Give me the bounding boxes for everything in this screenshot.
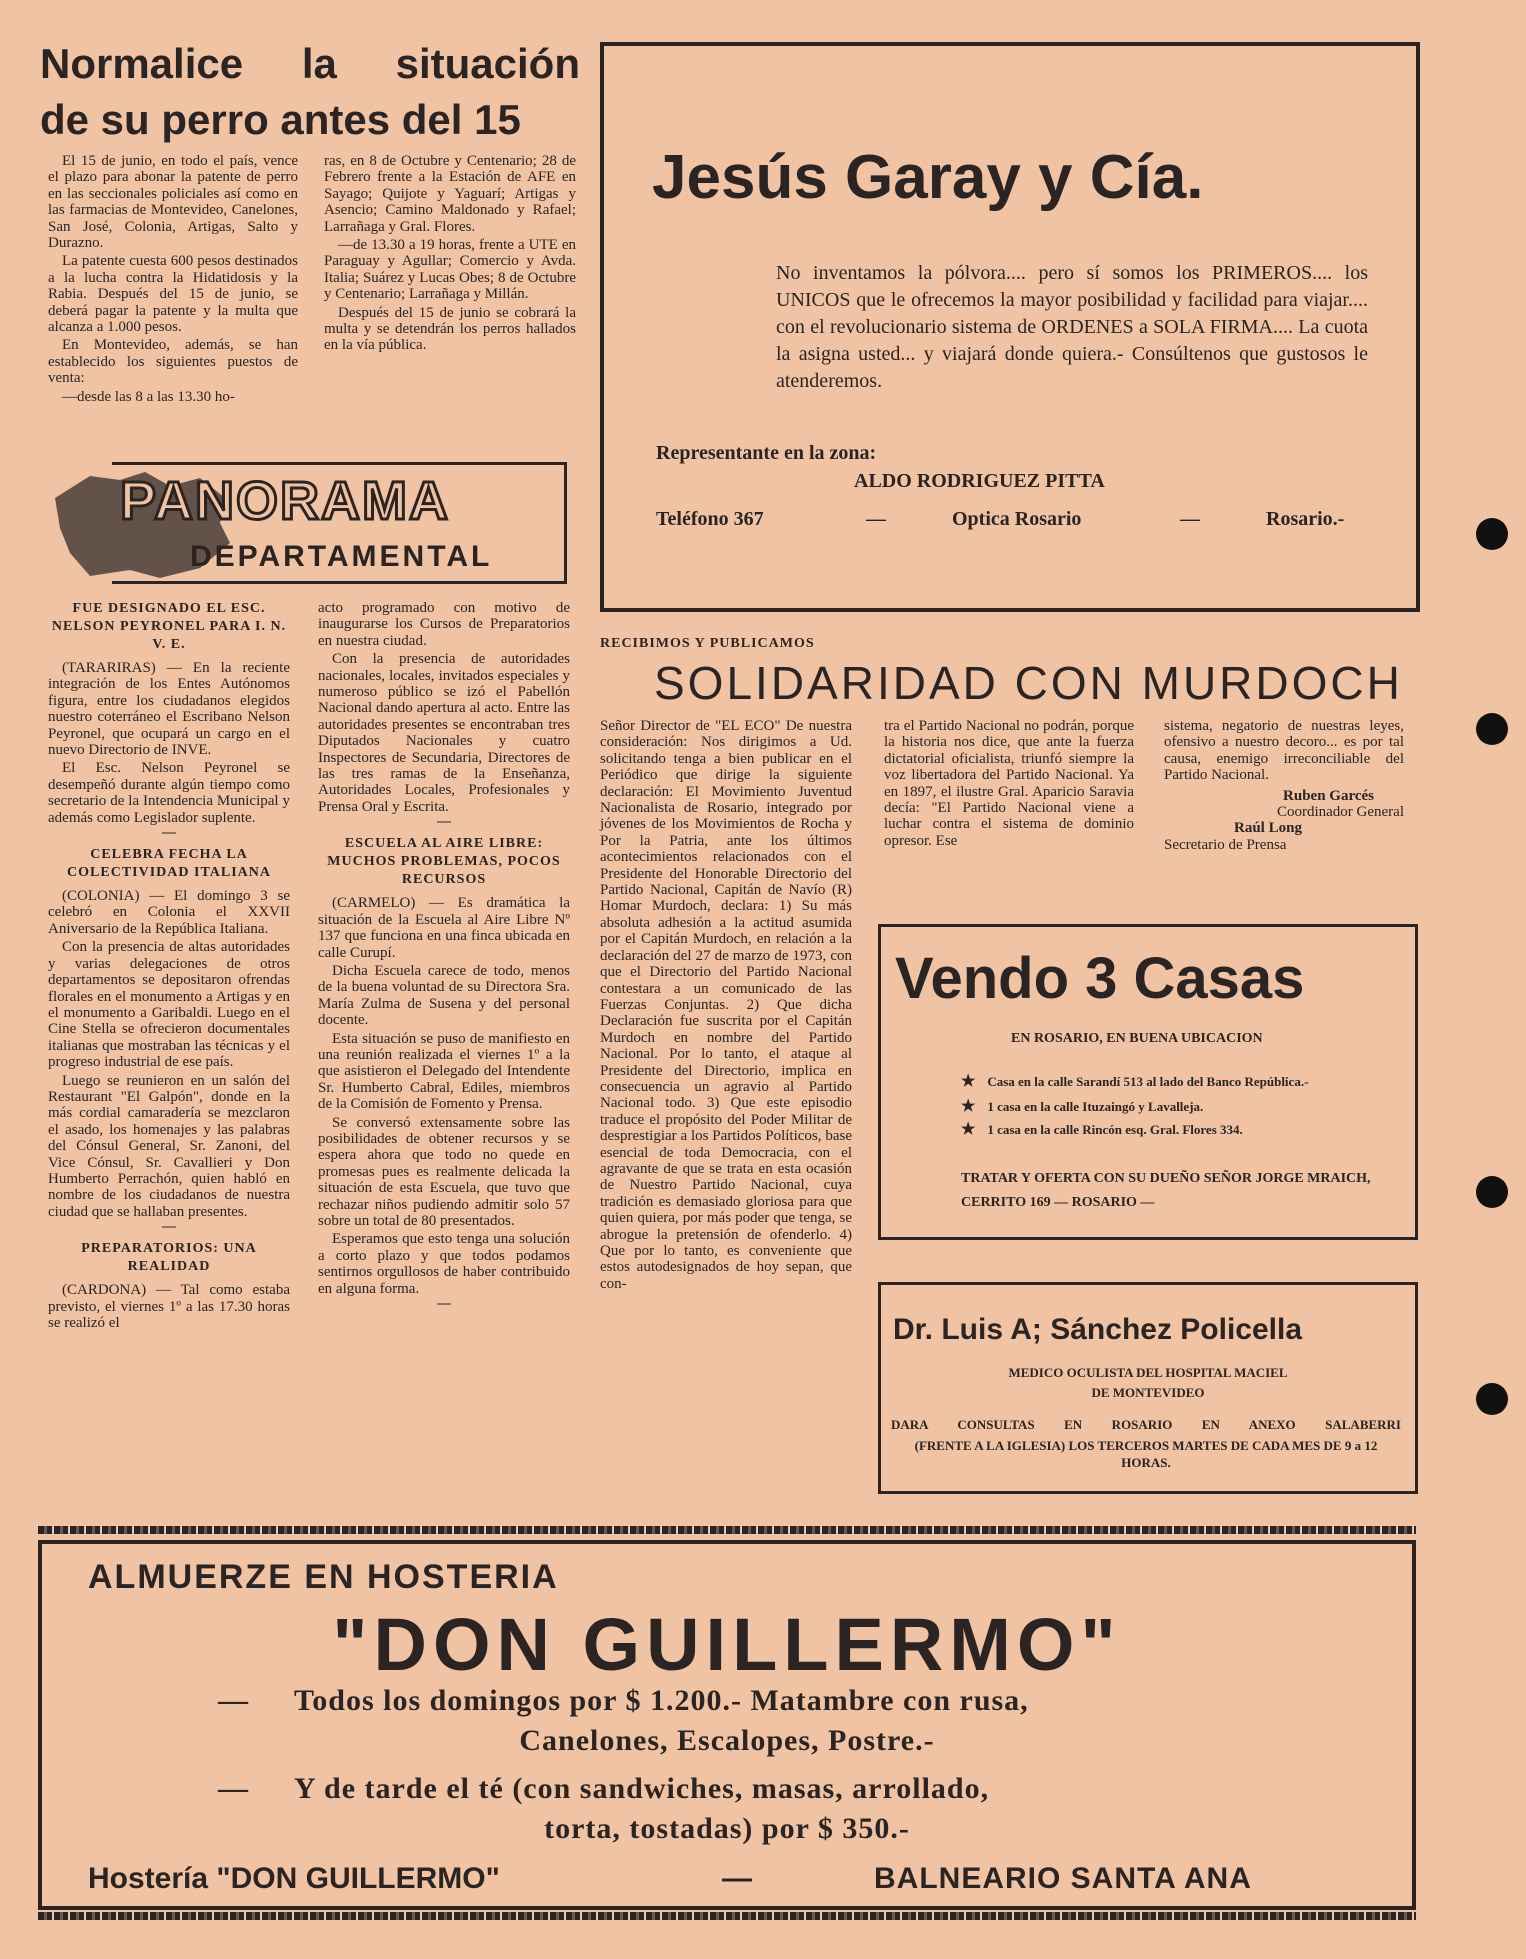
ad-hosteria-footer-right: BALNEARIO SANTA ANA bbox=[874, 1862, 1252, 1895]
news-column-1 bbox=[48, 600, 290, 1333]
dash: — bbox=[866, 508, 886, 530]
panorama-title: PANORAMA bbox=[120, 471, 450, 531]
binder-hole bbox=[1476, 518, 1508, 550]
paragraph: ras, en 8 de Octubre y Centenario; 28 de Febrero frente a la Estación de AFE en Sayago; Quijote y Yaguarí; Artigas y Asencio; Camino Maldonado y Rafael; Larrañaga y Gral. Flores. bbox=[324, 153, 576, 235]
dash: — bbox=[1180, 508, 1200, 530]
article-headline bbox=[40, 36, 580, 148]
star-icon: ★ bbox=[961, 1098, 976, 1115]
paragraph: El Esc. Nelson Peyronel se desempeñó durante algún tiempo como secretario de la Intendencia Municipal y además como Legislador suplente. bbox=[48, 760, 290, 826]
ad-casas-list bbox=[961, 1073, 1391, 1138]
murdoch-headline: SOLIDARIDAD CON MURDOCH bbox=[654, 657, 1403, 709]
paragraph: Con la presencia de altas autoridades y varias delegaciones de otros departamentos se depositaron ofrendas florales en el monumento a Artigas y en el monumento a Garibaldi. Luego en el Cine Stella se ofrecieron documentales italianas que mostraban las técnicas y el progreso industrial de ese país. bbox=[48, 939, 290, 1071]
star-icon: ★ bbox=[961, 1073, 976, 1090]
ad-hosteria-line1: ALMUERZE EN HOSTERIA bbox=[88, 1558, 559, 1596]
paragraph: El 15 de junio, en todo el país, vence el plazo para abonar la patente de perro en las seccionales policiales así como en las farmacias de Montevideo, Canelones, San José, Colonia, Artigas, Salto y Durazno. bbox=[48, 153, 298, 252]
panorama-subtitle: DEPARTAMENTAL bbox=[190, 540, 493, 573]
ad-garay-title: Jesús Garay y Cía. bbox=[652, 143, 1204, 212]
ad-hosteria bbox=[38, 1540, 1416, 1910]
ad-casas-subtitle: EN ROSARIO, EN BUENA UBICACION bbox=[1011, 1031, 1263, 1046]
paragraph: Con la presencia de autoridades nacionales, locales, invitados especiales y numeroso público se izó el Pabellón Nacional dando apertura al acto. Entre las autoridades presentes se encontraban tres Diputados Nacionales y cuatro Inspectores de Secundaria, Directores de las tres ramas de la Enseñanza, Autoridades Locales, Profesionales y Prensa Oral y Escrita. bbox=[318, 651, 570, 815]
news-heading: PREPARATORIOS: UNA REALIDAD bbox=[81, 1241, 257, 1275]
headline-line-2: de su perro antes del 15 bbox=[40, 96, 521, 143]
paragraph: Después del 15 de junio se cobrará la multa y se detendrán los perros hallados en la vía pública. bbox=[324, 304, 576, 354]
paragraph: (COLONIA) — El domingo 3 se celebró en Colonia el XXVII Aniversario de la República Italiana. bbox=[48, 888, 290, 937]
paragraph: Esta situación se puso de manifiesto en una reunión realizada el viernes 1º a la que asistieron el Delegado del Intendente Sr. Humberto Cabral, Ediles, miembros de la Comisión de Fomento y Prensa. bbox=[318, 1030, 570, 1113]
paragraph: En Montevideo, además, se han establecido los siguientes puestos de venta: bbox=[48, 337, 298, 387]
binder-hole bbox=[1476, 1383, 1508, 1415]
ad-border-bottom bbox=[38, 1912, 1416, 1920]
paragraph: Dicha Escuela carece de todo, menos de la buena voluntad de su Directora Sra. María Zulma de Susena y del personal docente. bbox=[318, 962, 570, 1029]
signature-role: Secretario de Prensa bbox=[1164, 836, 1287, 853]
dash: — bbox=[218, 1684, 248, 1717]
ad-casas bbox=[878, 924, 1418, 1240]
ad-border-top bbox=[38, 1526, 1416, 1534]
ad-doctor-line: (FRENTE A LA IGLESIA) LOS TERCEROS MARTES DE CADA MES DE 9 a 12 HORAS. bbox=[914, 1438, 1378, 1470]
ad-doctor-line: MEDICO OCULISTA DEL HOSPITAL MACIEL bbox=[1008, 1365, 1288, 1380]
ad-garay-rep-label: Representante en la zona: bbox=[656, 442, 877, 464]
signature-name: Ruben Garcés bbox=[1283, 787, 1374, 804]
dash: — bbox=[722, 1862, 752, 1895]
ad-doctor-title: Dr. Luis A; Sánchez Policella bbox=[893, 1313, 1303, 1346]
paragraph: (CARDONA) — Tal como estaba previsto, el viernes 1º a las 17.30 horas se realizó el bbox=[48, 1282, 290, 1331]
paragraph: La patente cuesta 600 pesos destinados a la lucha contra la Hidatidosis y la Rabia. Después del 15 de junio, se deberá pagar la patente y la multa que alcanza a 1.000 pesos. bbox=[48, 253, 298, 336]
paragraph: Se conversó extensamente sobre las posibilidades de obtener recursos y se espera ahora que todo no quede en promesas pues es realmente delicada la situación de esta Escuela, que tuvo que rechazar niños pudiendo admitir solo 57 sobre un total de 80 presentados. bbox=[318, 1114, 570, 1229]
ad-hosteria-menu: Todos los domingos por $ 1.200.- Matambre con rusa, bbox=[294, 1684, 1029, 1717]
separator: — bbox=[437, 1296, 451, 1312]
separator: — bbox=[437, 814, 451, 830]
ad-garay-body: No inventamos la pólvora.... pero sí somos los PRIMEROS.... los UNICOS que le ofrecemos la mayor posibilidad y facilidad para viajar.... con el revolucionario sistema de ORDENES a SOLA FIRMA.... La cuota la asigna usted... y viajará donde quiera.- Consúltenos que gustosos le atenderemos. bbox=[776, 262, 1368, 392]
list-item: ★ 1 casa en la calle Ituzaingó y Lavalleja. bbox=[961, 1098, 1204, 1115]
paragraph: sistema, negatorio de nuestras leyes, ofensivo a nuestro decoro... es por tal causa, enemigo irreconciliable del Partido Nacional. bbox=[1164, 718, 1404, 784]
star-icon: ★ bbox=[961, 1121, 976, 1138]
ad-hosteria-menu: torta, tostadas) por $ 350.- bbox=[544, 1812, 910, 1845]
ad-garay-rep-name: ALDO RODRIGUEZ PITTA bbox=[854, 470, 1105, 492]
article-column-2 bbox=[324, 153, 576, 356]
paragraph: Esperamos que esto tenga una solución a corto plazo y que todos podamos sentirnos orgullosos de haber contribuido en alguna forma. bbox=[318, 1231, 570, 1297]
news-heading: ESCUELA AL AIRE LIBRE: MUCHOS PROBLEMAS, POCOS RECURSOS bbox=[327, 836, 561, 888]
headline-line-1: Normalice la situación bbox=[40, 40, 580, 87]
ad-doctor bbox=[878, 1282, 1418, 1494]
signature-role: Coordinador General bbox=[1276, 804, 1404, 821]
murdoch-column-2: tra el Partido Nacional no podrán, porque la historia nos dice, que ante la fuerza dictatorial oficialista, triunfó siempre la voz libertadora del Partido Nacional. Ya en 1897, el ilustre Gral. Aparicio Saravia decía: "El Partido Nacional viene a luchar contra el sistema de dominio opresor. Ese bbox=[884, 718, 1134, 849]
ad-hosteria-name: "DON GUILLERMO" bbox=[332, 1603, 1122, 1686]
ad-doctor-line: DE MONTEVIDEO bbox=[1091, 1385, 1205, 1400]
paragraph: —de 13.30 a 19 horas, frente a UTE en Paraguay y Agullar; Comercio y Avda. Italia; Suárez y Lucas Obes; 8 de Octubre y Centenario; Larrañaga y Millán. bbox=[324, 237, 576, 303]
murdoch-kicker: RECIBIMOS Y PUBLICAMOS bbox=[600, 636, 815, 651]
news-column-2 bbox=[318, 600, 570, 1311]
news-heading: FUE DESIGNADO EL ESC. NELSON PEYRONEL PARA I. N. V. E. bbox=[51, 601, 287, 652]
binder-hole bbox=[1476, 1176, 1508, 1208]
article-column-1 bbox=[48, 153, 298, 407]
ad-hosteria-menu: Canelones, Escalopes, Postre.- bbox=[519, 1724, 935, 1757]
ad-garay-city: Rosario.- bbox=[1266, 508, 1345, 530]
ad-garay bbox=[600, 42, 1420, 612]
list-item: ★ 1 casa en la calle Rincón esq. Gral. Flores 334. bbox=[961, 1121, 1243, 1138]
separator: — bbox=[162, 825, 176, 841]
ad-doctor-line: DARA CONSULTAS EN ROSARIO EN ANEXO SALABERRI bbox=[891, 1417, 1401, 1432]
ad-garay-phone: Teléfono 367 bbox=[656, 508, 764, 530]
paragraph: Luego se reunieron en un salón del Restaurant "El Galpón", donde en la más cordial camaradería se mezclaron el asado, los homenajes y las palabras del Cónsul General, Sr. Zanoni, del Vice Cónsul, Sr. Cavallieri y Don Humberto Perrachón, quien habló en nombre de los ciudadanos de nuestra ciudad que se hallaban presentes. bbox=[48, 1072, 290, 1220]
ad-garay-shop: Optica Rosario bbox=[952, 508, 1082, 530]
ad-hosteria-menu: Y de tarde el té (con sandwiches, masas, arrollado, bbox=[294, 1772, 990, 1805]
ad-hosteria-footer-left: Hostería "DON GUILLERMO" bbox=[88, 1862, 500, 1895]
paragraph: (CARMELO) — Es dramática la situación de la Escuela al Aire Libre Nº 137 que funciona en una finca ubicada en calle Curupí. bbox=[318, 895, 570, 961]
news-heading: CELEBRA FECHA LA COLECTIVIDAD ITALIANA bbox=[67, 847, 271, 881]
ad-casas-contact: TRATAR Y OFERTA CON SU DUEÑO SEÑOR JORGE MRAICH, CERRITO 169 — ROSARIO — bbox=[961, 1171, 1371, 1210]
paragraph: acto programado con motivo de inaugurarse los Cursos de Preparatorios en nuestra ciudad. bbox=[318, 600, 570, 649]
list-item: ★ Casa en la calle Sarandí 513 al lado del Banco República.- bbox=[961, 1073, 1309, 1090]
ad-casas-title: Vendo 3 Casas bbox=[895, 946, 1305, 1011]
paragraph: —desde las 8 a las 13.30 ho- bbox=[62, 388, 235, 405]
murdoch-column-3 bbox=[1164, 718, 1404, 853]
panorama-logo bbox=[50, 458, 570, 588]
signature-name: Raúl Long bbox=[1234, 820, 1302, 837]
dash: — bbox=[218, 1772, 248, 1805]
separator: — bbox=[162, 1219, 176, 1235]
murdoch-column-1: Señor Director de "EL ECO" De nuestra consideración: Nos dirigimos a Ud. solicitando tenga a bien publicar en el Periódico que dirige la siguiente declaración: El Movimiento Juventud Nacionalista de Rosario, integrado por jóvenes de los Movimientos de Rocha y Por la Patria, ante los últimos acontecimientos relacionados con el Presidente del Honorable Directorio del Partido Nacional, Capitán de Navío (R) Homar Murdoch, declara: 1) Su más absoluta adhesión a la actitud asumida por el Capitán Murdoch, en relación a la declaración del 27 de marzo de 1973, con que el Directorio del Partido Nacional contestara a un comunicado de las Fuerzas Conjuntas. 2) Que dicha Declaración fue suscrita por el Capitán Murdoch en nombre del Partido Nacional. Por lo tanto, el ataque al Presidente del Directorio, implica en consecuencia un agravio al Partido Nacional todo. 3) Que este episodio traduce el propósito del Poder Militar de desprestigiar a los Partidos Políticos, base esencial de toda Democracia, con el agravante de que se trata en esta ocasión de Nuestro Partido Nacional, cuya tradición es demasiado gloriosa para que quien quiera, por más poder que tenga, se abrogue la pretensión de ofenderlo. 4) Que por lo tanto, es conveniente que estos autodesignados de hoy sepan, que con- bbox=[600, 718, 852, 1292]
paragraph: (TARARIRAS) — En la reciente integración de los Entes Autónomos figura, entre los ciudadanos elegidos nuestro coterráneo el Escribano Nelson Peyronel, que ocupará un cargo en el nuevo Directorio de INVE. bbox=[48, 660, 290, 759]
binder-hole bbox=[1476, 713, 1508, 745]
